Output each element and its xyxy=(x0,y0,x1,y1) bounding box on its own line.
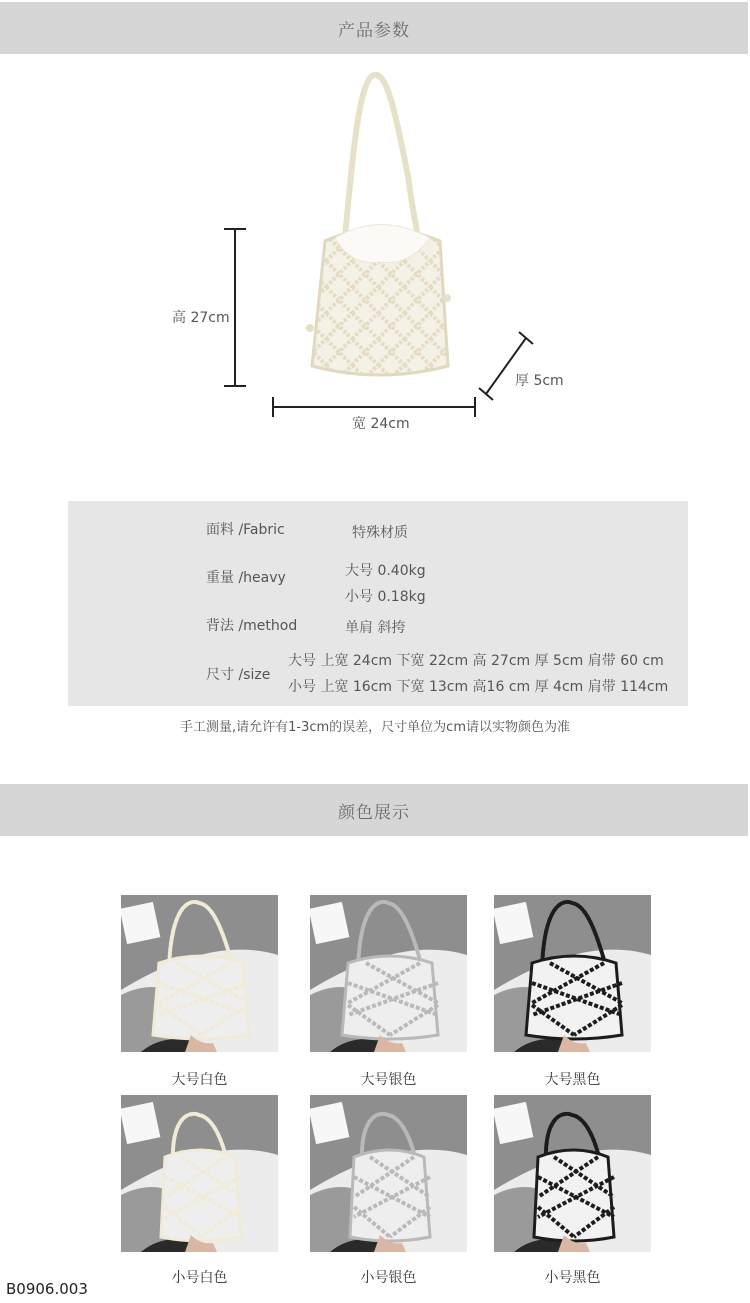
width-cap-right xyxy=(474,397,476,417)
spec-method-value: 单肩 斜挎 xyxy=(345,620,406,636)
color-option-photo[interactable] xyxy=(310,895,467,1052)
section-title: 产品参数 xyxy=(338,20,410,41)
color-option-photo[interactable] xyxy=(494,895,651,1052)
spec-fabric-value: 特殊材质 xyxy=(352,525,408,541)
product-sku: B0906.003 xyxy=(6,1280,88,1298)
height-cap-bottom xyxy=(224,385,246,387)
spec-weight-large: 大号 0.40kg xyxy=(345,563,426,579)
width-line xyxy=(272,406,475,408)
spec-size-label: 尺寸 /size xyxy=(206,667,271,683)
height-label: 高 27cm xyxy=(172,310,230,326)
section-header-params xyxy=(0,2,748,54)
color-option-caption: 大号银色 xyxy=(360,1072,417,1088)
color-option-caption: 小号银色 xyxy=(360,1270,417,1286)
spec-size-small: 小号 上宽 16cm 下宽 13cm 高16 cm 厚 4cm 肩带 114cm xyxy=(288,679,669,695)
color-option-caption: 大号白色 xyxy=(171,1072,228,1088)
section-title: 颜色展示 xyxy=(338,802,410,823)
depth-label: 厚 5cm xyxy=(515,373,564,389)
spec-method-label: 背法 /method xyxy=(206,618,298,634)
color-option-caption: 小号黑色 xyxy=(544,1270,601,1286)
spec-weight-label: 重量 /heavy xyxy=(206,570,286,586)
color-option-caption: 小号白色 xyxy=(171,1270,228,1286)
color-option-photo[interactable] xyxy=(310,1095,467,1252)
spec-fabric-label: 面料 /Fabric xyxy=(206,522,285,538)
section-header-colors xyxy=(0,784,748,836)
color-option-caption: 大号黑色 xyxy=(544,1072,601,1088)
spec-weight-small: 小号 0.18kg xyxy=(345,589,426,605)
width-cap-left xyxy=(272,397,274,417)
color-option-photo[interactable] xyxy=(121,895,278,1052)
color-option-photo[interactable] xyxy=(494,1095,651,1252)
height-cap-top xyxy=(224,228,246,230)
spec-table xyxy=(68,501,688,706)
spec-size-large: 大号 上宽 24cm 下宽 22cm 高 27cm 厚 5cm 肩带 60 cm xyxy=(288,653,664,669)
height-line xyxy=(234,228,236,386)
width-label: 宽 24cm xyxy=(352,416,410,432)
measurement-note: 手工测量,请允许有1-3cm的误差，尺寸单位为cm请以实物颜色为准 xyxy=(180,720,570,735)
color-option-photo[interactable] xyxy=(121,1095,278,1252)
product-image xyxy=(300,66,460,396)
depth-marker xyxy=(478,330,538,402)
